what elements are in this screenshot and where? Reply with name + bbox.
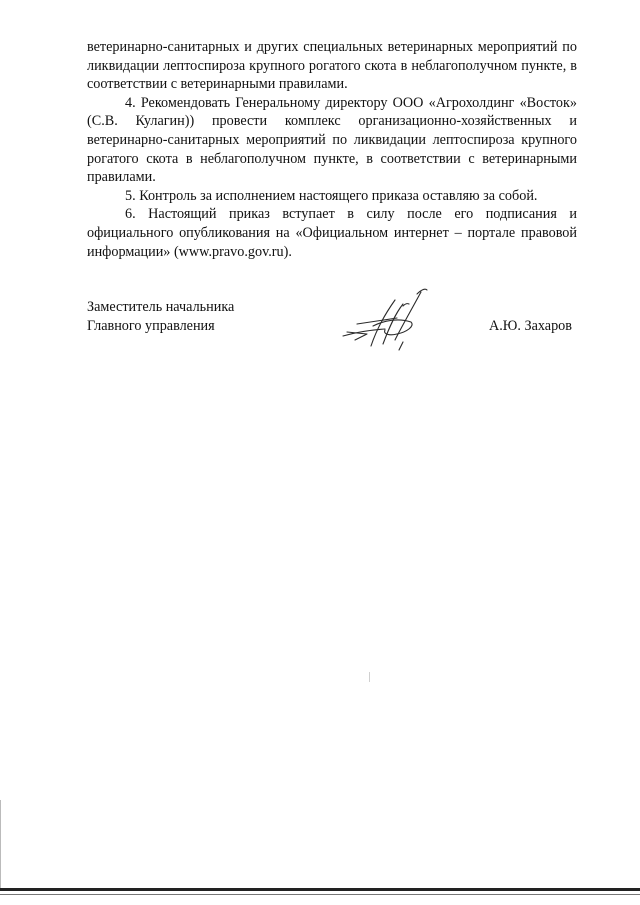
scan-edge-bottom-secondary: [0, 894, 640, 895]
scan-edge-left: [0, 800, 1, 890]
document-body: [87, 38, 577, 261]
paragraph-item-5: 5. Контроль за исполнением настоящего приказа оставляю за собой.: [125, 187, 538, 204]
signatory-position: [87, 298, 234, 336]
signatory-name: А.Ю. Захаров: [489, 318, 572, 334]
scan-artifact: [369, 672, 370, 682]
paragraph-item-6: 6. Настоящий приказ вступает в силу после его подписания и официального опубликования на «Официальном интернет – портале правовой информации» (www.pravo.gov.ru).: [87, 206, 577, 260]
scan-edge-bottom: [0, 888, 640, 891]
paragraph-item-4: 4. Рекомендовать Генеральному директору ООО «Агрохолдинг «Восток» (С.В. Кулагин)) провести комплекс организационно-хозяйственных и ветеринарно-санитарных мероприятий по ликвидации лептоспироза крупного рогатого скота в неблагополучном пункте, в соответствии с ветеринарными правилами.: [87, 94, 577, 186]
paragraph-continuation: ветеринарно-санитарных и других специальных ветеринарных мероприятий по ликвидации лептоспироза крупного рогатого скота в неблагополучном пункте, в соответствии с ветеринарными правилами.: [87, 39, 577, 93]
signatory-position-line1: Заместитель начальника: [87, 299, 235, 315]
signature-block: [87, 298, 587, 348]
handwritten-signature: [337, 284, 447, 354]
signatory-position-line2: Главного управления: [87, 318, 215, 334]
